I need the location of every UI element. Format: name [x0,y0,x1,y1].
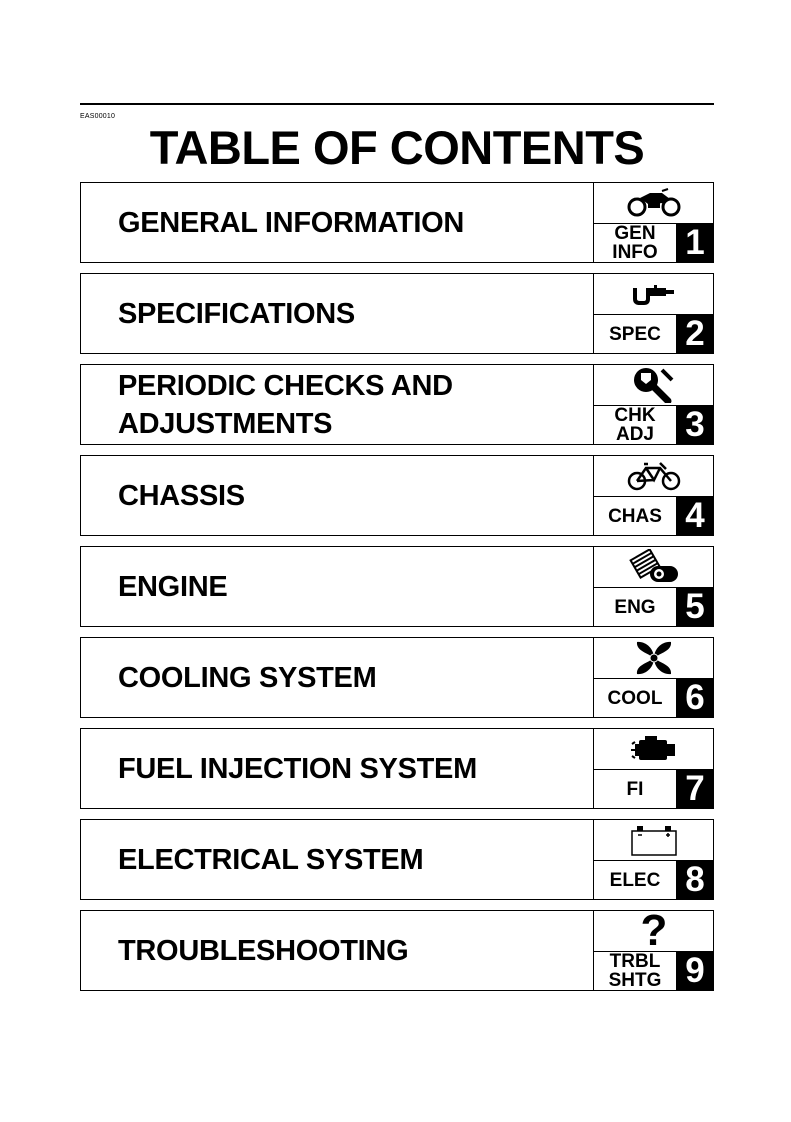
engine-piston-icon [626,549,682,585]
spec-gauge-icon [632,283,676,305]
tab-icon-area [594,729,714,770]
top-rule [80,103,714,105]
section-abbr: ENG [614,596,656,618]
section-abbr: TRBL SHTG [608,951,662,991]
toc-row-gen-info[interactable] [80,182,714,263]
section-tab [593,819,714,900]
section-tab [593,273,714,354]
section-abbr: CHK ADJ [614,405,656,445]
section-tab [593,728,714,809]
toc-row-cool[interactable] [80,637,714,718]
section-number: 5 [676,588,714,626]
section-tab [593,455,714,536]
section-title: CHASSIS [118,479,245,512]
toc-row-chk-adj[interactable] [80,364,714,445]
tab-icon-area [594,183,714,224]
section-title: TROUBLESHOOTING [118,934,409,967]
tab-icon-area [594,547,714,588]
doc-code: EAS00010 [80,113,116,120]
toc-row-chas[interactable] [80,455,714,536]
section-number: 9 [676,952,714,990]
fuel-injector-icon [629,734,679,764]
section-number: 4 [676,497,714,535]
motorcycle-icon [626,188,682,218]
tab-icon-area [594,820,714,861]
question-mark-icon: ? [640,906,668,955]
section-title: GENERAL INFORMATION [118,206,465,239]
section-abbr: COOL [607,687,663,709]
tab-icon-area [594,906,714,955]
section-number: 1 [676,224,714,262]
section-number: 6 [676,679,714,717]
section-tab [593,906,714,991]
section-title: COOLING SYSTEM [118,661,377,694]
section-title: ENGINE [118,570,228,603]
section-title: PERIODIC CHECKS AND ADJUSTMENTS [118,369,453,440]
section-number: 2 [676,315,714,353]
section-tab [593,546,714,627]
toc-row-fi[interactable] [80,728,714,809]
tab-icon-area [594,365,714,406]
section-title: SPECIFICATIONS [118,297,355,330]
toc-row-spec[interactable] [80,273,714,354]
tab-icon-area [594,456,714,497]
chassis-frame-icon [626,460,682,492]
section-abbr: GEN INFO [612,223,658,263]
section-title: ELECTRICAL SYSTEM [118,843,424,876]
section-abbr: SPEC [609,323,661,345]
section-abbr: FI [626,778,644,800]
toc-row-trbl-shtg[interactable] [80,906,714,991]
tab-icon-area [594,274,714,315]
section-number: 8 [676,861,714,899]
section-tab [593,364,714,445]
battery-icon [629,823,679,857]
toc-row-elec[interactable] [80,819,714,900]
section-number: 3 [676,406,714,444]
section-title: FUEL INJECTION SYSTEM [118,752,477,785]
toc-list [80,182,714,1001]
tab-icon-area [594,638,714,679]
section-abbr: CHAS [608,505,662,527]
section-abbr: ELEC [609,869,661,891]
page-title: TABLE OF CONTENTS [149,121,645,174]
wrench-icon [632,367,676,403]
fan-icon [634,639,674,677]
section-tab [593,637,714,718]
toc-row-eng[interactable] [80,546,714,627]
section-tab [593,182,714,263]
section-number: 7 [676,770,714,808]
